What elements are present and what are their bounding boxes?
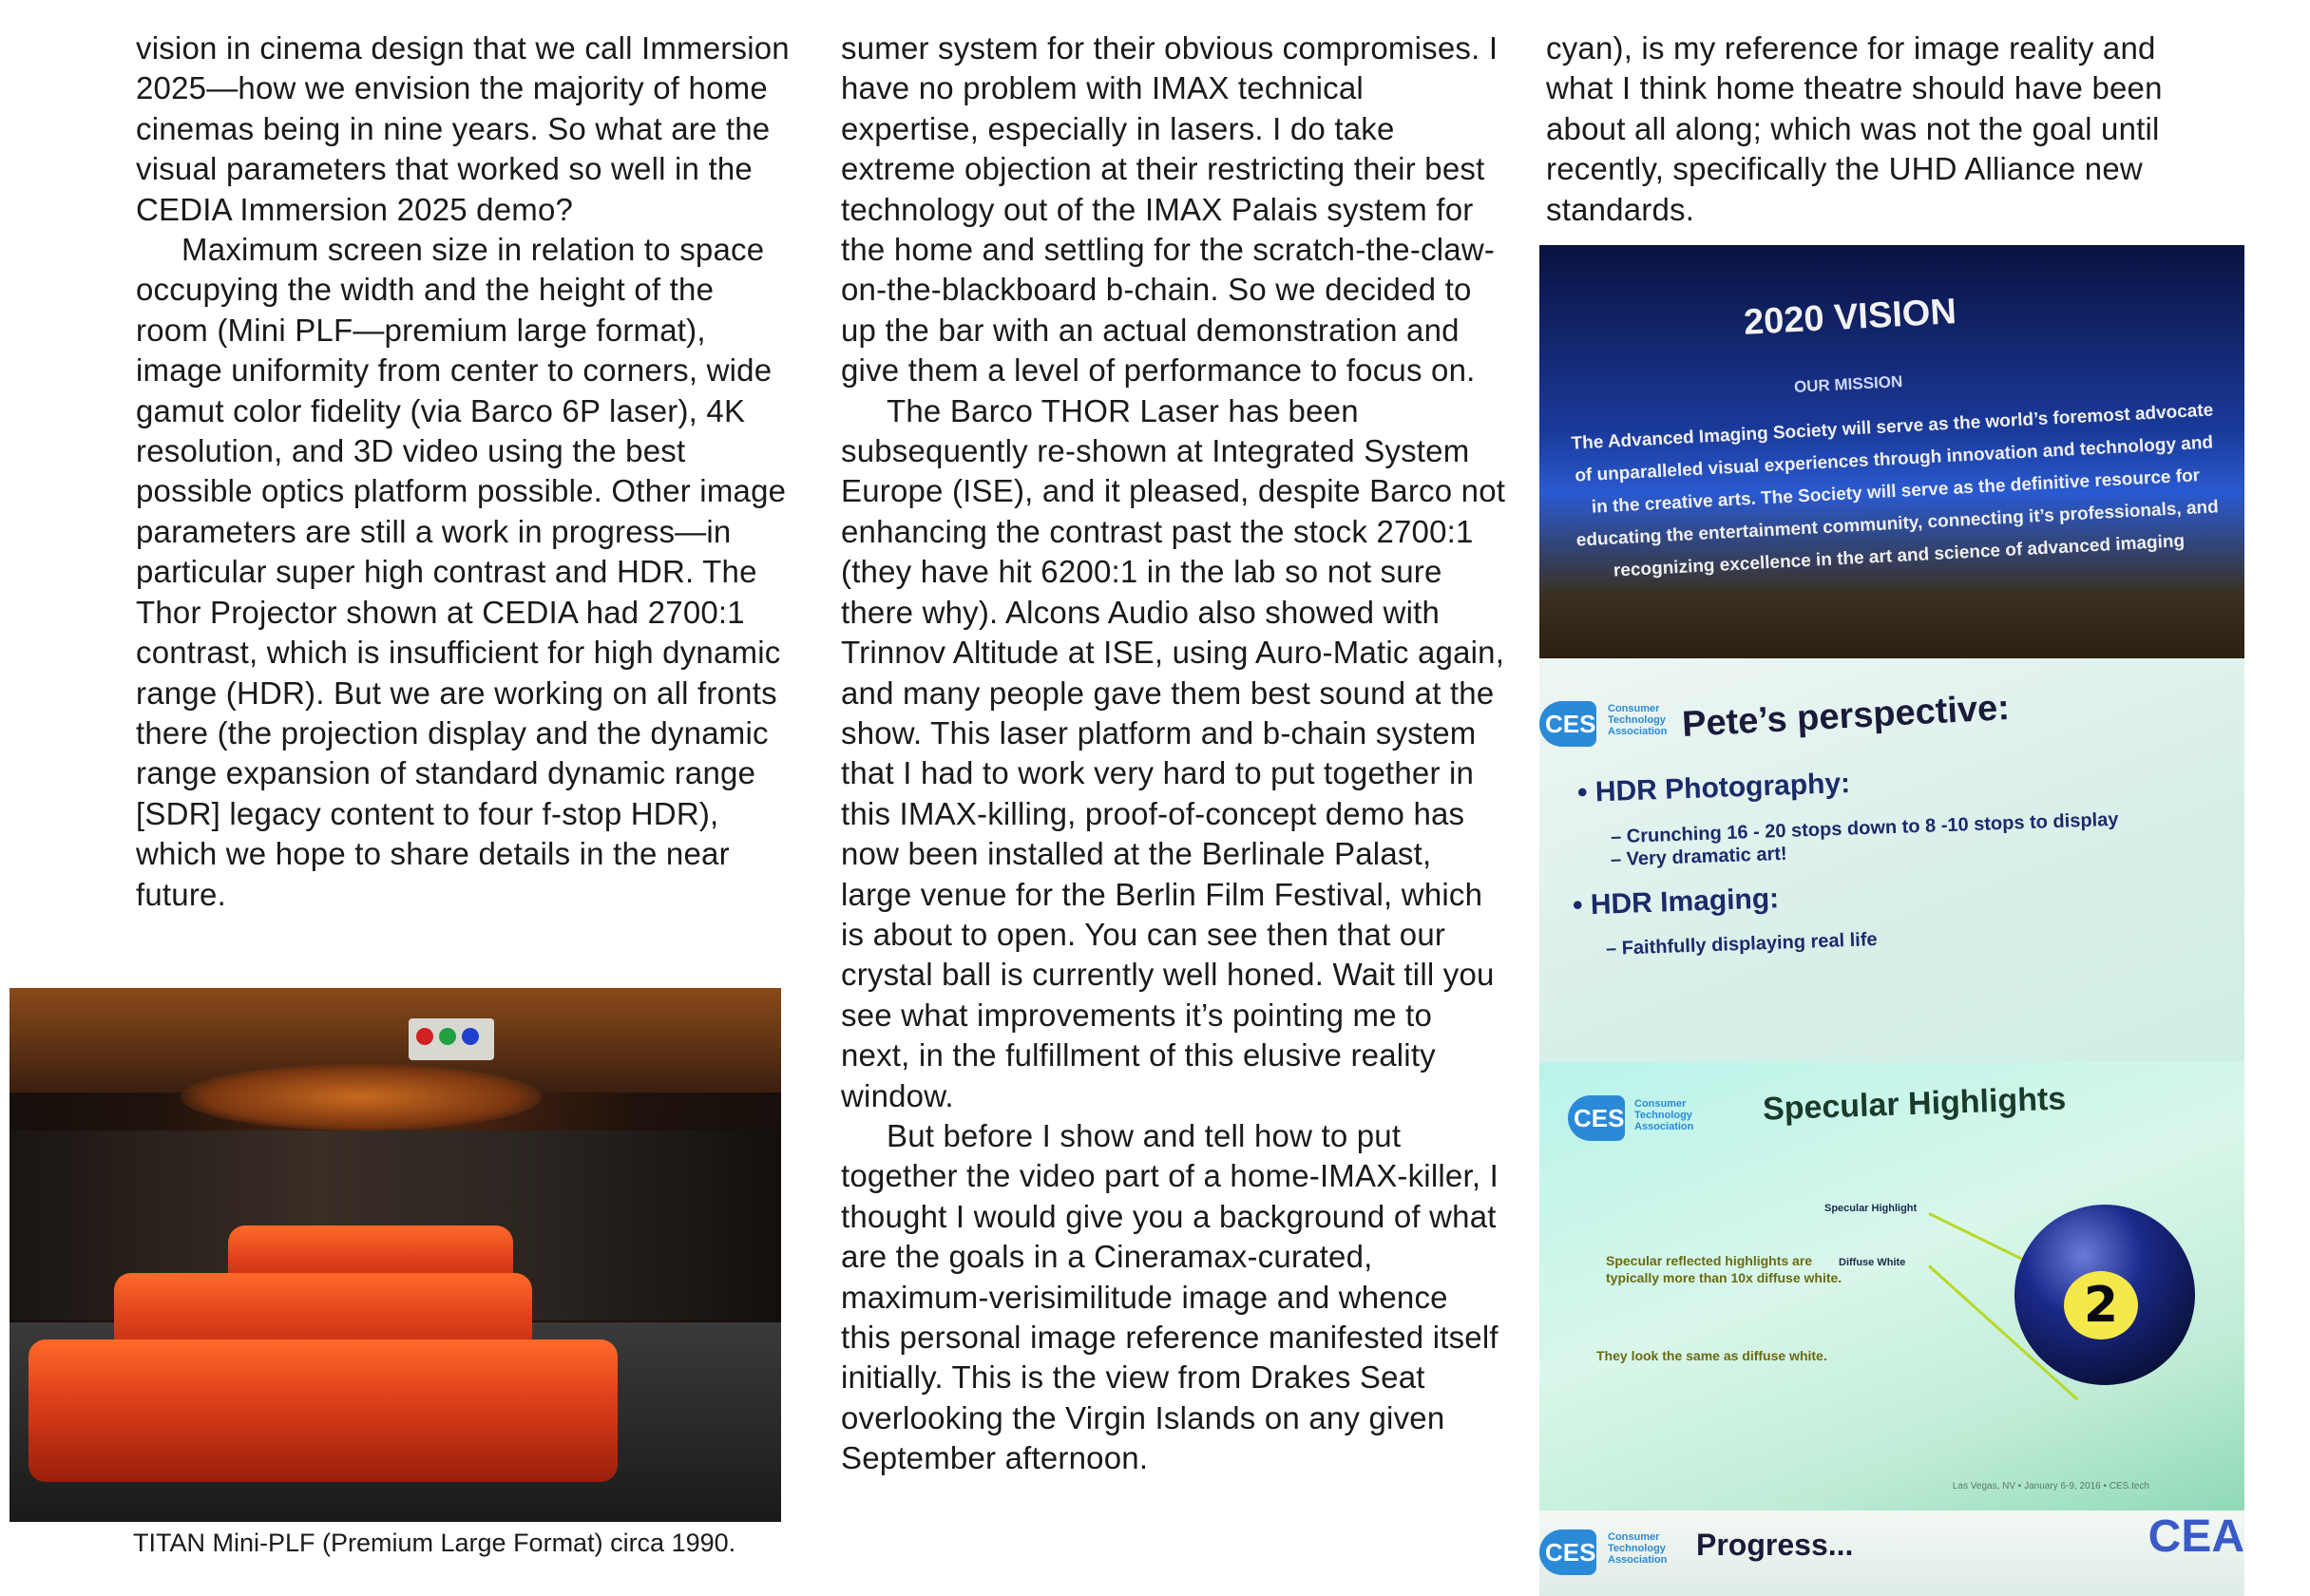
slide-title: Progress... [1696, 1528, 1854, 1562]
paragraph: The Barco THOR Laser has been subsequently re-shown at Integrated System Europe (ISE), and it pleased, despite Barco not enhancing the contrast past the stock 2700:1 (they have hit 6200:1 in the lab so not sure there why). Alcons Audio also showed with Trinnov Altitude at ISE, using Auro-Matic again, and many people gave them best sound at the show. This laser platform and b-chain system that I had to work very hard to put together in this IMAX-killing, proof-of-concept demo has now been installed at the Berlinale Palast, large venue for the Berlin Film Festival, which is about to open. You can see then that our crystal ball is currently well honed. Wait till you see what improvements it’s pointing me to next, in the fulfillment of this elusive reality window. [841, 392, 1506, 1113]
photo-caption: TITAN Mini-PLF (Premium Large Format) circa 1990. [133, 1529, 736, 1557]
slide-title: 2020 VISION [1743, 292, 1957, 343]
slide-body: The Advanced Imaging Society will serve as the world’s foremost advocate of unparalleled visual experiences through innovation and technology and in the creative arts. The Society will serve as the definitive resource for educating the entertainment community, connecting it’s professionals, and recognizing excellence in the art and science of advanced imaging [1571, 400, 2220, 581]
sub-bullet: – Very dramatic art! [1610, 843, 1787, 871]
paragraph: Maximum screen size in relation to space occupying the width and the height of the room (Mini PLF—premium large format), image uniformity from center to corners, wide gamut color fidelity (via Barco 6P laser), 4K resolution, and 3D video using the best possible optics platform possible. Other image parameters are still a work in progress—in particular super high contrast and HDR. The Thor Projector shown at CEDIA had 2700:1 contrast, which is insufficient for high dynamic range (HDR). But we are working on all fronts there (the projection display and the dynamic range expansion of standard dynamic range [SDR] legacy content to four f-stop HDR), which we hope to share details in the near future. [136, 232, 787, 912]
slide-progress [1539, 1510, 2244, 1596]
label-specular-highlight: Specular Highlight [1824, 1203, 1918, 1214]
sub-bullet: – Faithfully displaying real life [1605, 929, 1878, 960]
slide-specular-highlights [1539, 1062, 2244, 1510]
text-column-2 [841, 28, 1506, 1479]
ces-logo-subtitle: Consumer Technology Association [1608, 703, 1668, 737]
bullet-hdr-photography: • HDR Photography: [1576, 767, 1851, 809]
bullet-hdr-imaging: • HDR Imaging: [1572, 883, 1780, 922]
ball-label [2064, 1271, 2138, 1340]
label-diffuse-white: Diffuse White [1839, 1257, 1906, 1268]
ces-logo-subtitle: Consumer Technology Association [1608, 1531, 1668, 1566]
slide-footer: Las Vegas, NV • January 6-9, 2016 • CES.tech [1952, 1481, 2149, 1492]
projector-lens-red [416, 1028, 433, 1045]
theater-photo [10, 988, 781, 1522]
slide-note: Specular reflected highlights are typically more than 10x diffuse white. [1606, 1253, 1842, 1285]
projector-lens-blue [462, 1028, 479, 1045]
paragraph: vision in cinema design that we call Immersion 2025—how we envision the majority of home cinemas being in nine years. So what are the visual parameters that worked so well in the CEDIA Immersion 2025 demo? [136, 30, 790, 227]
cea-logo: CEA [2148, 1511, 2244, 1562]
slide-note: They look the same as diffuse white. [1596, 1348, 1827, 1363]
ces-logo-subtitle: Consumer Technology Association [1634, 1098, 1694, 1132]
paragraph: But before I show and tell how to put together the video part of a home-IMAX-killer, I thought I would give you a background of what are the goals in a Cineramax-curated, maximum-verisimilitude image and whence this personal image reference manifested itself initially. This is the view from Drakes Seat overlooking the Virgin Islands on any given September afternoon. [841, 1117, 1499, 1476]
slide-title: Pete’s perspective: [1681, 688, 2011, 745]
ces-logo: CES [1568, 1095, 1625, 1141]
paragraph: sumer system for their obvious compromises. I have no problem with IMAX technical expertise, especially in lasers. I do take extreme objection at their restricting their best technology out of the IMAX Palais system for the home and settling for the scratch-the-claw-on-the-blackboard b-chain. So we decided to up the bar with an actual demonstration and give them a level of performance to focus on. [841, 30, 1499, 389]
slide-subtitle: OUR MISSION [1793, 372, 1903, 396]
ces-logo: CES [1539, 1530, 1596, 1575]
slide-title: Specular Highlights [1762, 1080, 2067, 1128]
text-column-1 [136, 28, 792, 915]
ces-logo: CES [1539, 701, 1596, 747]
sub-bullet: – Crunching 16 - 20 stops down to 8 -10 stops to display [1610, 808, 2119, 848]
slide-petes-perspective [1539, 658, 2244, 1062]
projector-lens-green [439, 1028, 456, 1045]
text-column-3 [1546, 28, 2230, 230]
ceiling-light-ring [181, 1064, 542, 1130]
seat-row-front [29, 1340, 618, 1482]
billiard-ball [2014, 1205, 2195, 1385]
paragraph: cyan), is my reference for image reality and what I think home theatre should have been about all along; which was not the goal until recently, specifically the UHD Alliance new standards. [1546, 30, 2163, 227]
ball-number: 2 [2083, 1277, 2119, 1334]
slide-2020-vision [1539, 245, 2244, 658]
